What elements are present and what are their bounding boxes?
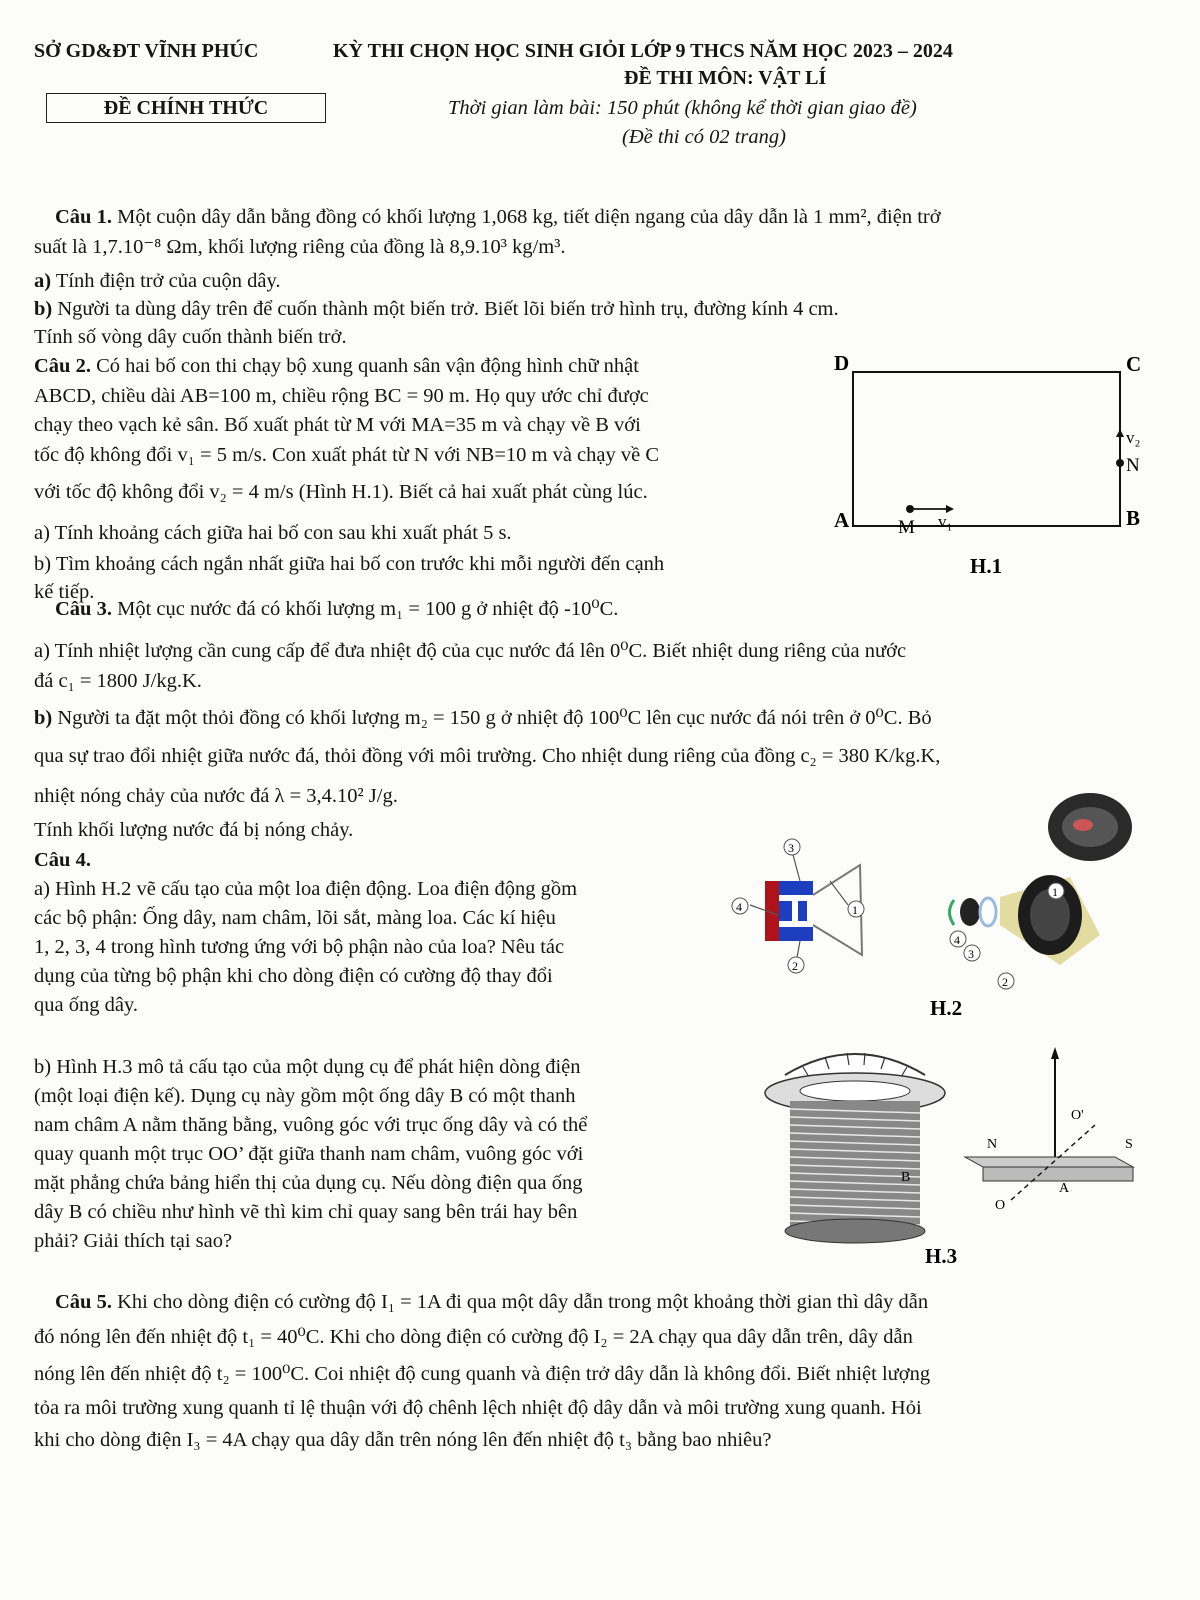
label-m: M [898, 517, 915, 538]
q3-part-a: a) Tính nhiệt lượng cần cung cấp để đưa nhiệt độ của cục nước đá lên 0⁰C. Biết nhiệt dung riêng của nước [34, 640, 907, 662]
v2-arrowhead [1116, 429, 1124, 437]
exam-title: KỲ THI CHỌN HỌC SINH GIỎI LỚP 9 THCS NĂM HỌC 2023 – 2024 [333, 40, 953, 62]
label-n-pole: N [987, 1137, 998, 1152]
department-name: SỞ GD&ĐT VĨNH PHÚC [34, 40, 259, 62]
q3-label: Câu 3. [55, 598, 112, 620]
q4-label: Câu 4. [34, 849, 91, 871]
label-c: C [1126, 352, 1142, 376]
q2-line-3: chạy theo vạch kẻ sân. Bố xuất phát từ M với MA=35 m và chạy về B với [34, 414, 641, 436]
q2-part-b: b) Tìm khoảng cách ngắn nhất giữa hai bố con trước khi mỗi người đến cạnh [34, 553, 665, 575]
q4-part-a-line-2: các bộ phận: Ống dây, nam châm, lõi sắt, màng loa. Các kí hiệu [34, 907, 556, 929]
label-coil-b: B [901, 1170, 911, 1185]
figure-h2 [730, 785, 1170, 1025]
q3-part-b-line-2: qua sự trao đổi nhiệt giữa nước đá, thỏi đồng với môi trường. Cho nhiệt dung riêng của đồng c₂ = 380 K/kg.K, [34, 745, 941, 767]
q5-line-5: khi cho dòng điện I₃ = 4A chạy qua dây dẫn trên nóng lên đến nhiệt độ t₃ bằng bao nhiêu? [34, 1429, 772, 1451]
q3-part-a-line-2: đá c₁ = 1800 J/kg.K. [34, 670, 202, 692]
q2-line-1: Câu 2. Có hai bố con thi chạy bộ xung quanh sân vận động hình chữ nhật [34, 355, 639, 377]
label-b: B [1126, 506, 1141, 530]
magnet-cross-section [765, 881, 813, 941]
q3-part-b-line-3: nhiệt nóng chảy của nước đá λ = 3,4.10² J/g. [34, 785, 398, 807]
figure-h2-caption: H.2 [930, 996, 963, 1020]
q4-part-b-line-6: dây B có chiều như hình vẽ thì kim chỉ quay sang bên trái hay bên [34, 1201, 578, 1223]
q3-line-1: Câu 3. Một cục nước đá có khối lượng m₁ = 100 g ở nhiệt độ -10⁰C. [55, 598, 619, 620]
label-d: D [834, 351, 850, 375]
q3-part-b-line-4: Tính khối lượng nước đá bị nóng chảy. [34, 819, 354, 841]
q4-part-a: a) Hình H.2 vẽ cấu tạo của một loa điện động. Loa điện động gồm [34, 878, 578, 900]
q5-line-1: Câu 5. Khi cho dòng điện có cường độ I₁ = 1A đi qua một dây dẫn trong một khoảng thời gian thì dây dẫn [55, 1291, 929, 1313]
q5-line-4: tỏa ra môi trường xung quanh tỉ lệ thuận với độ chênh lệch nhiệt độ dây dẫn và môi trường xung quanh. Hỏi [34, 1397, 922, 1419]
label-v1: v₁ [938, 512, 953, 531]
q4-part-b-line-3: nam châm A nằm thăng bằng, vuông góc với trục ống dây và có thể [34, 1114, 588, 1136]
needle-tip [1051, 1047, 1059, 1059]
speaker-photo [1048, 793, 1132, 861]
q4-part-a-line-3: 1, 2, 3, 4 trong hình tương ứng với bộ phận nào của loa? Nêu tác [34, 936, 565, 958]
coil-base [785, 1219, 925, 1243]
callout-4: 4 [736, 900, 742, 914]
callout-3b: 3 [968, 947, 974, 961]
q4-part-b-line-4: quay quanh một trục OO’ đặt giữa thanh nam châm, vuông góc với [34, 1143, 584, 1165]
page-count-note: (Đề thi có 02 trang) [622, 126, 786, 148]
label-o: O [995, 1198, 1006, 1213]
point-m [906, 505, 914, 513]
callout-3: 3 [788, 841, 794, 855]
q1-line-1: Câu 1. Một cuộn dây dẫn bằng đồng có khối lượng 1,068 kg, tiết diện ngang của dây dẫn là 1 mm², điện trở [55, 206, 941, 228]
q5-label: Câu 5. [55, 1291, 112, 1313]
field-rectangle [853, 372, 1120, 526]
official-badge: ĐỀ CHÍNH THỨC [46, 93, 326, 123]
figure-h1-caption: H.1 [970, 554, 1003, 578]
pointer-3 [792, 851, 800, 881]
q2-line-5: với tốc độ không đổi v₂ = 4 m/s (Hình H.1). Biết cả hai xuất phát cùng lúc. [34, 481, 648, 503]
label-s-pole: S [1125, 1137, 1133, 1152]
label-n: N [1126, 455, 1140, 476]
q2-part-b-line-2: kế tiếp. [34, 581, 95, 603]
q5-line-3: nóng lên đến nhiệt độ t₂ = 100⁰C. Coi nhiệt độ cung quanh và điện trở dây dẫn là không đổi. Biết nhiệt lượng [34, 1363, 931, 1385]
q4-part-b-line-7: phải? Giải thích tại sao? [34, 1230, 233, 1252]
time-note: Thời gian làm bài: 150 phút (không kể thời gian giao đề) [448, 97, 917, 119]
q2-part-a: a) Tính khoảng cách giữa hai bố con sau khi xuất phát 5 s. [34, 522, 512, 544]
pointer-1 [830, 881, 848, 905]
label-o-prime: O' [1071, 1108, 1084, 1123]
q1-part-a: a) Tính điện trở của cuộn dây. [34, 270, 281, 292]
magnet-bar-top [965, 1157, 1133, 1167]
callout-1b: 1 [1052, 885, 1058, 899]
figure-h3-caption: H.3 [925, 1244, 958, 1268]
q2-line-2: ABCD, chiều dài AB=100 m, chiều rộng BC = 90 m. Họ quy ước chỉ được [34, 385, 649, 407]
q1-part-b-line-2: Tính số vòng dây cuốn thành biến trở. [34, 326, 347, 348]
q2-line-4: tốc độ không đổi v₁ = 5 m/s. Con xuất phát từ N với NB=10 m và chạy về C [34, 444, 660, 466]
q4-part-b: b) Hình H.3 mô tả cấu tạo của một dụng cụ để phát hiện dòng điện [34, 1056, 581, 1078]
q4-part-b-line-5: mặt phẳng chứa bảng hiển thị của dụng cụ. Nếu dòng điện qua ống [34, 1172, 583, 1194]
q1-part-b: b) Người ta dùng dây trên để cuốn thành một biến trở. Biết lõi biến trở hình trụ, đường kính 4 cm. [34, 298, 839, 320]
callout-4b: 4 [954, 933, 960, 947]
point-n [1116, 459, 1124, 467]
q5-line-2: đó nóng lên đến nhiệt độ t₁ = 40⁰C. Khi cho dòng điện có cường độ I₂ = 2A chạy qua dây dẫn trên, dây dẫn [34, 1326, 913, 1348]
label-v2: v₂ [1126, 428, 1141, 447]
subject-title: ĐỀ THI MÔN: VẬT LÍ [624, 67, 827, 89]
label-magnet-a: A [1059, 1181, 1070, 1196]
q1-line-2: suất là 1,7.10⁻⁸ Ωm, khối lượng riêng của đồng là 8,9.10³ kg/m³. [34, 236, 566, 258]
q4-part-b-line-2: (một loại điện kế). Dụng cụ này gồm một ống dây B có một thanh [34, 1085, 576, 1107]
figure-h3 [755, 1035, 1175, 1275]
callout-2b: 2 [1002, 975, 1008, 989]
callout-2: 2 [792, 959, 798, 973]
magnet-bar-a [983, 1167, 1133, 1181]
callout-1: 1 [852, 903, 858, 917]
figure-h1 [820, 345, 1160, 595]
q3-part-b: b) Người ta đặt một thỏi đồng có khối lượng m₂ = 150 g ở nhiệt độ 100⁰C lên cục nước đá nói trên ở 0⁰C. Bỏ [34, 707, 932, 729]
q4-part-a-line-4: dụng của từng bộ phận khi cho dòng điện có cường độ thay đổi [34, 965, 553, 987]
q1-label: Câu 1. [55, 206, 112, 228]
label-a: A [834, 508, 850, 532]
q4-part-a-line-5: qua ống dây. [34, 994, 138, 1016]
q2-label: Câu 2. [34, 355, 91, 377]
